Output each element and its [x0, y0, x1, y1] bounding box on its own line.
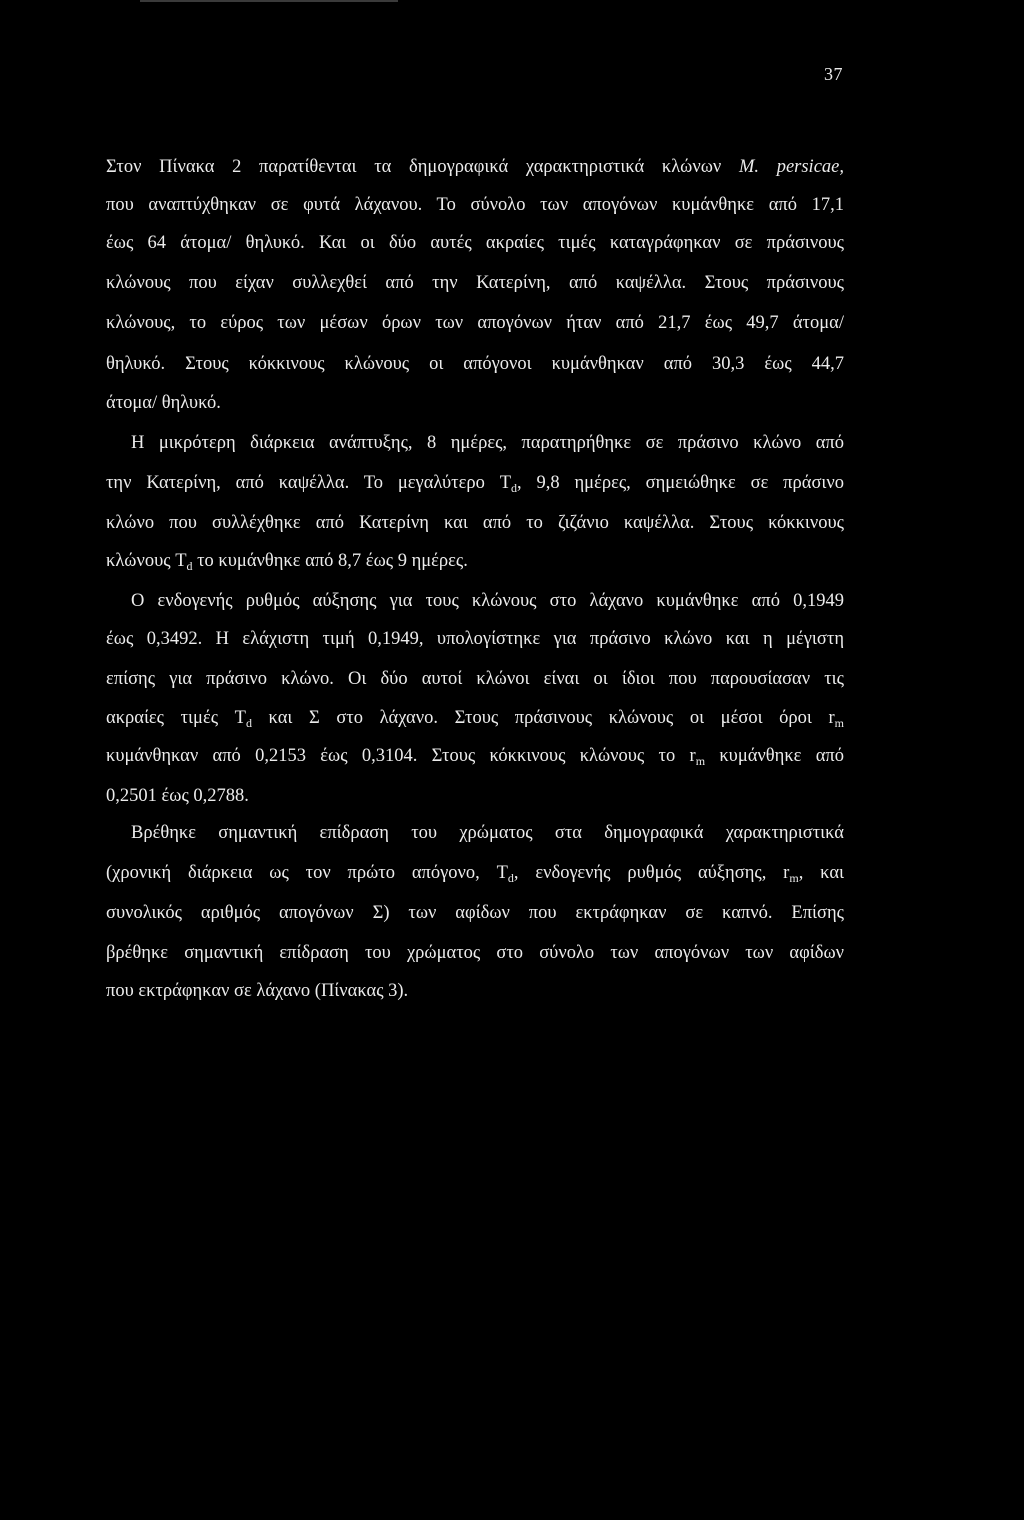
line-text: , και [798, 863, 844, 883]
subscript: d [511, 481, 518, 495]
line-text: , ενδογενής ρυθμός αύξησης, r [513, 863, 790, 883]
text-line: συνολικός αριθμός απογόνων Σ) των αφίδων που εκτράφηκαν σε καπνό. Επίσης [106, 903, 844, 923]
page-number: 37 [824, 64, 843, 84]
text-line: που εκτράφηκαν σε λάχανο (Πίνακας 3). [106, 981, 409, 1001]
line-text: κυμάνθηκαν από 0,2153 έως 0,3104. Στους κόκκινους κλώνους το r [106, 746, 696, 766]
text-line [106, 472, 844, 494]
top-scan-rule [140, 0, 398, 2]
text-line [106, 550, 468, 572]
subscript: m [789, 871, 799, 885]
text-line: 0,2501 έως 0,2788. [106, 786, 249, 806]
line-text: Στον Πίνακα 2 παρατίθενται τα δημογραφικά χαρακτηριστικά κλώνων [106, 157, 739, 177]
text-line: Βρέθηκε σημαντική επίδραση του χρώματος στα δημογραφικά χαρακτηριστικά [131, 823, 844, 843]
species-name: M. persicae, [738, 157, 844, 177]
text-line: Ο ενδογενής ρυθμός αύξησης για τους κλώνους στο λάχανο κυμάνθηκε από 0,1949 [131, 591, 844, 611]
text-line: Η μικρότερη διάρκεια ανάπτυξης, 8 ημέρες, παρατηρήθηκε σε πράσινο κλώνο από [131, 433, 844, 453]
subscript: d [245, 716, 252, 730]
text-line: έως 0,3492. Η ελάχιστη τιμή 0,1949, υπολογίστηκε για πράσινο κλώνο και η μέγιστη [106, 629, 844, 649]
text-line: επίσης για πράσινο κλώνο. Οι δύο αυτοί κλώνοι είναι οι ίδιοι που παρουσίασαν τις [106, 669, 844, 689]
text-line: κλώνους, το εύρος των μέσων όρων των απογόνων ήταν από 21,7 έως 49,7 άτομα/ [106, 313, 844, 333]
text-line [106, 862, 844, 884]
text-line [106, 156, 844, 178]
subscript: d [507, 871, 514, 885]
line-text: την Κατερίνη, από καψέλλα. Το μεγαλύτερο T [106, 473, 512, 493]
line-text: , 9,8 ημέρες, σημειώθηκε σε πράσινο [517, 473, 845, 493]
line-text: ακραίες τιμές T [106, 708, 246, 728]
subscript: m [695, 754, 706, 768]
line-text: και Σ στο λάχανο. Στους πράσινους κλώνους οι μέσοι όροι r [251, 708, 835, 728]
line-text: κυμάνθηκε από [705, 746, 845, 766]
text-line [106, 745, 844, 767]
subscript: m [834, 716, 844, 730]
line-text: κλώνους T [106, 551, 187, 571]
line-text: το κυμάνθηκε από 8,7 έως 9 ημέρες. [192, 551, 468, 571]
text-line: βρέθηκε σημαντική επίδραση του χρώματος στο σύνολο των απογόνων των αφίδων [106, 943, 844, 963]
text-line: κλώνο που συλλέχθηκε από Κατερίνη και από το ζιζάνιο καψέλλα. Στους κόκκινους [106, 513, 844, 533]
text-line: άτομα/ θηλυκό. [106, 393, 221, 413]
line-text: (χρονική διάρκεια ως τον πρώτο απόγονο, T [106, 863, 508, 883]
text-line: που αναπτύχθηκαν σε φυτά λάχανου. Το σύνολο των απογόνων κυμάνθηκε από 17,1 [106, 195, 844, 215]
subscript: d [186, 559, 193, 573]
text-line [106, 707, 844, 729]
text-line: έως 64 άτομα/ θηλυκό. Και οι δύο αυτές ακραίες τιμές καταγράφηκαν σε πράσινους [106, 233, 844, 253]
text-line: θηλυκό. Στους κόκκινους κλώνους οι απόγονοι κυμάνθηκαν από 30,3 έως 44,7 [106, 354, 844, 374]
text-line: κλώνους που είχαν συλλεχθεί από την Κατερίνη, από καψέλλα. Στους πράσινους [106, 273, 844, 293]
